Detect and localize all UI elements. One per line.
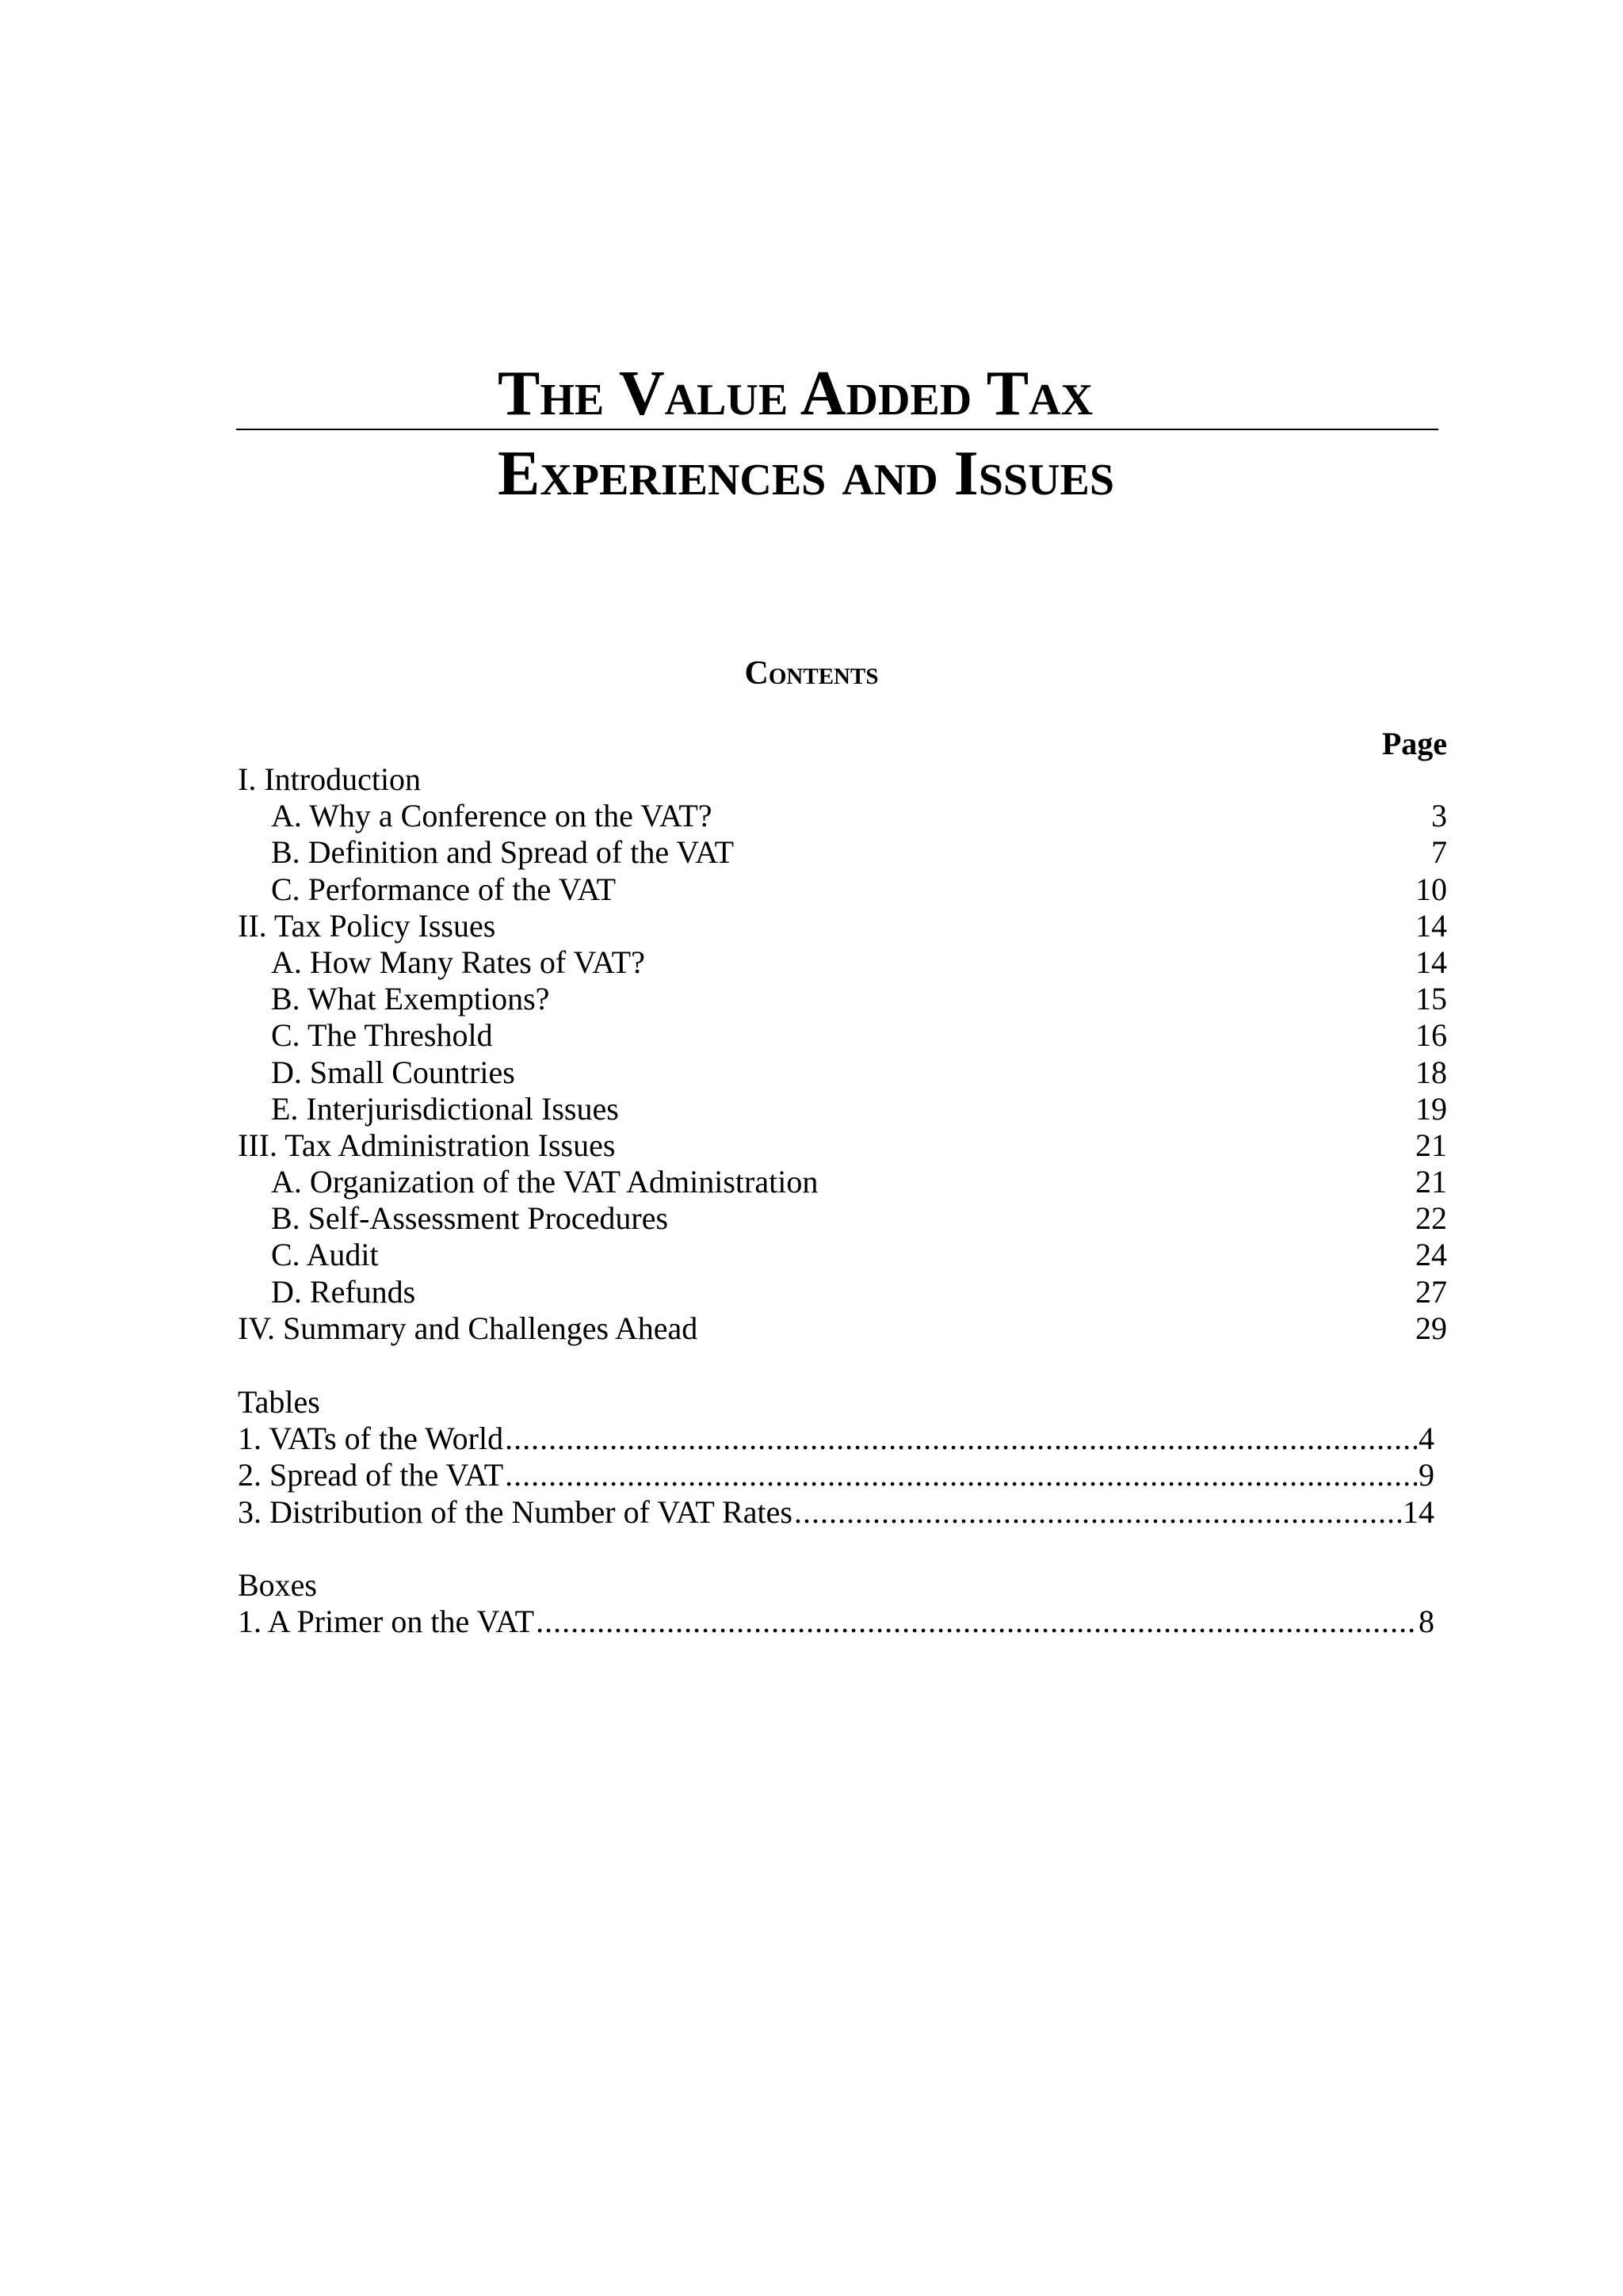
toc-entry-page: 21: [1415, 1127, 1447, 1163]
toc-entry: [238, 1274, 1447, 1310]
toc-entry: [238, 834, 1447, 871]
toc-entry: [238, 1310, 1447, 1347]
table-of-contents: [238, 761, 1447, 1347]
toc-entry-label: I. Introduction: [238, 761, 422, 797]
toc-entry-label: E. Interjurisdictional Issues: [271, 1090, 619, 1127]
toc-entry-page: 21: [1415, 1164, 1447, 1200]
document-title-line-2: Experiences and Issues: [498, 439, 1115, 509]
toc-entry-page: 15: [1415, 981, 1447, 1017]
dot-leader: [794, 1494, 1401, 1531]
title-divider-rule: [236, 429, 1438, 430]
toc-entry: [238, 871, 1447, 908]
toc-entry: [238, 944, 1447, 981]
toc-entry-page: 14: [1415, 944, 1447, 980]
toc-entry-label: A. Why a Conference on the VAT?: [271, 798, 712, 834]
toc-entry: [238, 1200, 1447, 1237]
toc-entry-page: 29: [1415, 1310, 1447, 1346]
toc-entry-page: 14: [1415, 907, 1447, 944]
toc-entry: [238, 1237, 1447, 1273]
table-list-item-label: 2. Spread of the VAT: [238, 1457, 504, 1493]
toc-entry-page: 16: [1415, 1017, 1447, 1054]
boxes-list: [238, 1567, 1434, 1640]
document-title-line-1: The Value Added Tax: [498, 359, 1094, 429]
box-list-item-page: 8: [1419, 1604, 1434, 1640]
toc-entry-label: IV. Summary and Challenges Ahead: [238, 1310, 698, 1346]
toc-entry: [238, 1091, 1447, 1127]
toc-entry-page: 3: [1431, 798, 1447, 834]
toc-entry-page: 19: [1415, 1090, 1447, 1127]
table-list-item: [238, 1421, 1434, 1457]
boxes-heading: Boxes: [238, 1567, 317, 1603]
toc-entry-page: 22: [1415, 1200, 1447, 1237]
toc-entry-label: D. Refunds: [271, 1273, 416, 1310]
toc-entry: [238, 798, 1447, 834]
toc-entry-page: 27: [1415, 1273, 1447, 1310]
page-column-header: Page: [1381, 726, 1447, 761]
table-list-item: [238, 1457, 1434, 1493]
toc-entry-label: C. Performance of the VAT: [271, 871, 617, 907]
toc-entry: [238, 1017, 1447, 1054]
contents-heading: Contents: [744, 655, 879, 692]
toc-entry-label: B. What Exemptions?: [271, 981, 550, 1017]
toc-entry: [238, 1055, 1447, 1091]
toc-entry-label: III. Tax Administration Issues: [238, 1127, 616, 1163]
box-list-item: [238, 1604, 1434, 1640]
dot-leader: [505, 1421, 1417, 1457]
toc-entry-page: 10: [1415, 871, 1447, 907]
box-list-item-label: 1. A Primer on the VAT: [238, 1604, 535, 1640]
toc-entry-page: 18: [1415, 1054, 1447, 1090]
toc-entry-label: B. Definition and Spread of the VAT: [271, 834, 735, 871]
toc-entry: [238, 981, 1447, 1017]
table-list-item: [238, 1494, 1434, 1531]
toc-entry-label: C. The Threshold: [271, 1017, 493, 1054]
tables-list: [238, 1384, 1434, 1531]
table-list-item-label: 3. Distribution of the Number of VAT Rates: [238, 1493, 792, 1530]
toc-entry: [238, 908, 1447, 944]
toc-entry-label: A. Organization of the VAT Administration: [271, 1164, 819, 1200]
toc-entry-page: 24: [1415, 1237, 1447, 1273]
dot-leader: [536, 1604, 1417, 1640]
toc-entry: [238, 1164, 1447, 1200]
toc-entry: [238, 1127, 1447, 1164]
toc-entry-label: D. Small Countries: [271, 1054, 515, 1090]
tables-heading: Tables: [238, 1384, 320, 1420]
table-list-item-page: 4: [1419, 1421, 1434, 1457]
toc-entry-page: 7: [1431, 834, 1447, 871]
toc-entry-label: B. Self-Assessment Procedures: [271, 1200, 669, 1237]
table-list-item-label: 1. VATs of the World: [238, 1421, 504, 1457]
toc-entry-label: C. Audit: [271, 1237, 379, 1273]
table-list-item-page: 14: [1403, 1493, 1434, 1530]
toc-entry-label: A. How Many Rates of VAT?: [271, 944, 645, 980]
toc-entry: [238, 761, 1447, 798]
toc-entry-label: II. Tax Policy Issues: [238, 907, 496, 944]
table-list-item-page: 9: [1419, 1457, 1434, 1493]
dot-leader: [505, 1457, 1417, 1493]
